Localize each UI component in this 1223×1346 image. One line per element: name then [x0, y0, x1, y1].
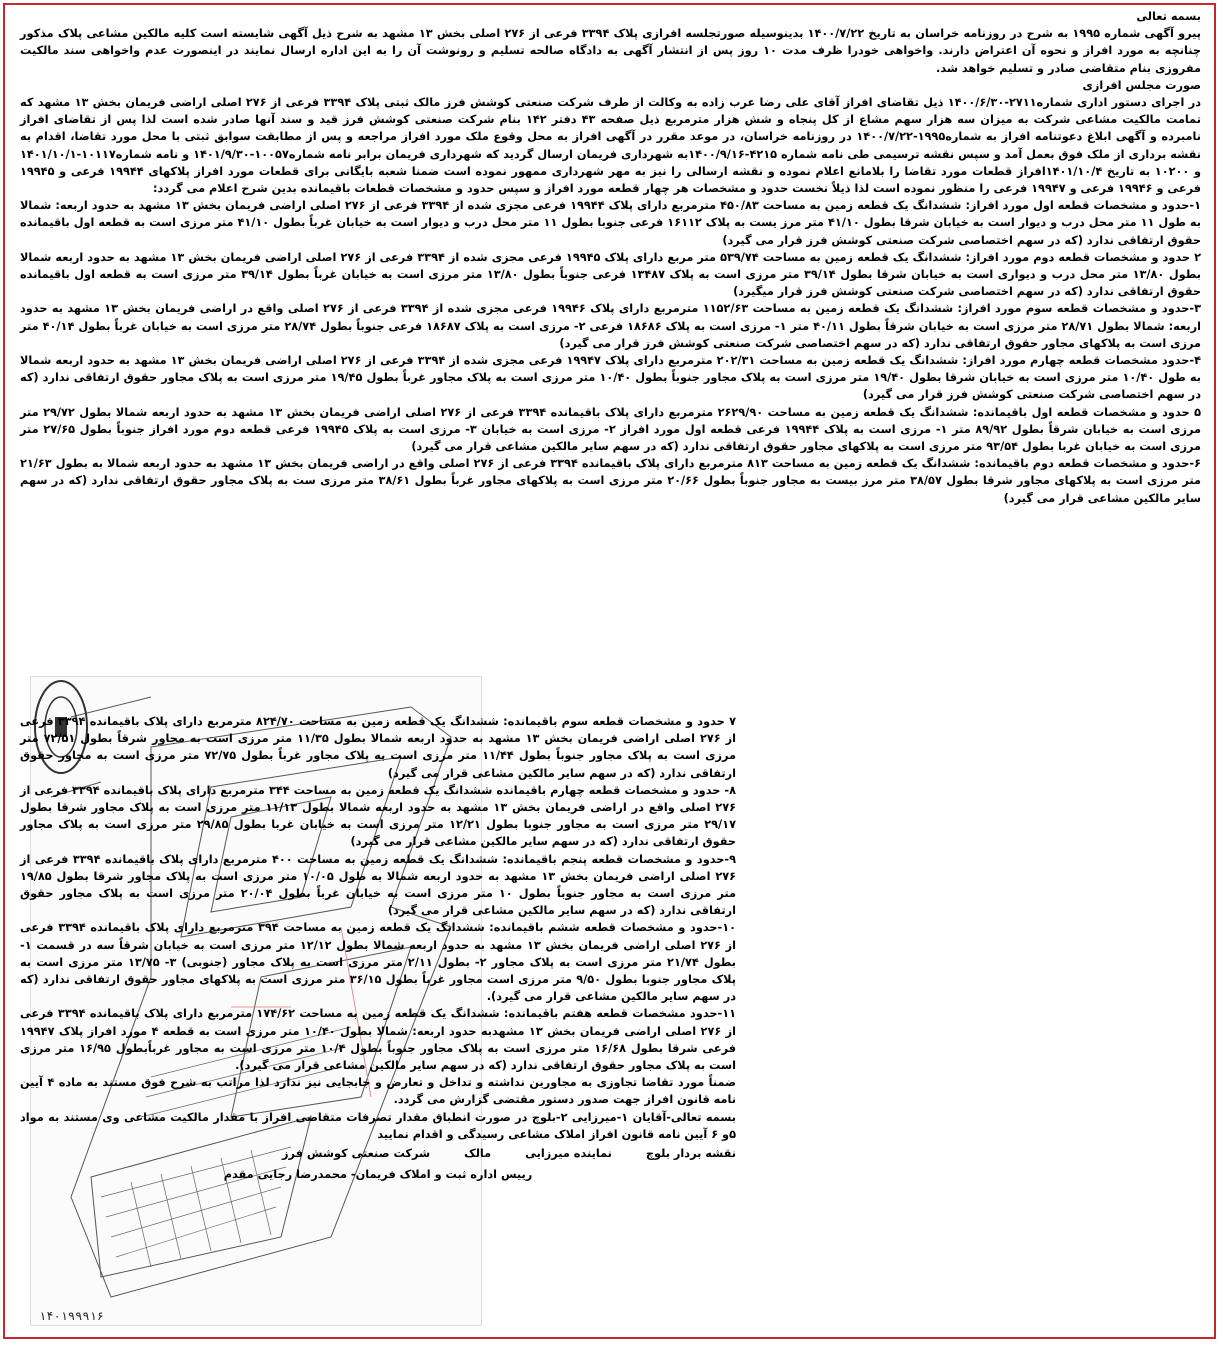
parcel-item: ۹-حدود و مشخصات قطعه پنجم باقیمانده: ششدانگ یک قطعه زمین به مساحت ۴۰۰ مترمربع دارای پلاک باقیمانده ۳۳۹۴ فرعی از ۲۷۶ اصلی اراضی فریمان بخش ۱۳ مشهد به حدود اربعه شمالا به طول ۱۰/۰۵ متر مرزی است به پلاک مجاور شرقا بطول ۱۹/۸۵ متر مرزی است به مجاور جنوباً بطول ۱۰ متر مرزی است به خیابان غرباً بطول ۲۰/۰۴ متر مرزی است به پلاک مجاور حقوق ارتفاقی ندارد (که در سهم سایر مالکین مشاعی قرار می گیرد) [20, 852, 737, 918]
signature-company: شرکت صنعتی کوشش فرز [282, 1147, 431, 1161]
signature-surveyor: نقشه بردار بلوچ [645, 1147, 736, 1161]
parcel-item: ۱۱-حدود مشخصات قطعه هفتم باقیمانده: ششدانگ یک قطعه زمین به مساحت ۱۷۴/۶۲ مترمربع دارای پلاک باقیمانده ۳۳۹۴ فرعی از ۲۷۶ اصلی اراضی فریمان بخش ۱۳ مشهدبه حدود اربعه: شمالا بطول ۱۰/۴۰ متر مرزی است به قطعه ۴ مورد افراز پلاک ۱۹۹۴۷ فرعی شرقا بطول ۱۶/۶۸ متر مرزی است به پلاک مجاور جنوباً بطول ۱۰/۴ متر مرزی است به مجاور غرباًبطول ۱۶/۹۵ متر مرزی است به پلاک مجاور حقوق ارتفاقی ندارد (که در سهم سایر مالکین مشاعی قرار می گیرد). [20, 1007, 737, 1073]
document-number: ۱۴۰۱۹۹۹۱۶ [39, 1309, 105, 1323]
instruction-note: بسمه تعالی-آقایان ۱-میرزایی ۲-بلوچ در صورت انطباق مقدار تصرفات متقاضی افراز با مقدار مالکیت مشاعی وی مستند به مواد ۵و ۶ آیین نامه قانون افراز املاک مشاعی رسیدگی و اقدام نمایید [20, 1110, 736, 1141]
parcel-item: ۸- حدود و مشخصات قطعه چهارم باقیمانده ششدانگ یک قطعه زمین به مساحت ۳۴۴ مترمربع دارای پلاک باقیمانده ۳۳۹۴ فرعی از ۲۷۶ اصلی واقع در اراضی فریمان بخش ۱۳ مشهد به حدود اربعه شمالا بطول ۱۱/۱۳ متر مرزی است به پلاک مجاور شرقا بطول ۲۹/۱۷ متر مرزی است به مجاور جنوبا بطول ۱۲/۲۱ متر مرزی است به خیابان غربا بطول ۲۹/۸۵ متر مرزی است به پلاک مجاور حقوق ارتفاقی ندارد (که در سهم سایر مالکین مشاعی قرار می گیرد) [20, 783, 737, 849]
intro-paragraph: پیرو آگهی شماره ۱۹۹۵ به شرح در روزنامه خراسان به تاریخ ۱۴۰۰/۷/۲۲ بدینوسیله صورتجلسه افرازی پلاک ۳۳۹۴ فرعی از ۲۷۶ اصلی بخش ۱۳ مشهد به شرح ذیل آگهی شایسته است کلیه مالکین مشاعی پلاک مذکور چنانچه به مورد افراز و نحوه آن اعتراض دارند. واخواهی خودرا ظرف مدت ۱۰ روز پس از انتشار آگهی به دادگاه صالحه تسلیم و رونوشت آن را به این اداره ارسال نمایند در اینصورت عدم واخواهی سند مالکیت مفروزی بنام متقاضی صادر و تسلیم خواهد شد. [20, 27, 1202, 75]
parcel-item: ۱-حدود و مشخصات قطعه اول مورد افراز: ششدانگ یک قطعه زمین به مساحت ۴۵۰/۸۳ مترمربع دارای پلاک ۱۹۹۴۴ فرعی مجزی شده از ۳۳۹۴ فرعی از ۲۷۶ اصلی اراضی فریمان بخش ۱۳ مشهد به حدود اربعه: شمالا به طول ۱۱ متر محل درب و دیوار است به خیابان شرقا بطول ۴۱/۱۰ متر مرز یست به پلاک ۱۶۱۱۲ فرعی جنوبا بطول ۱۱ متر محل درب و دیوار است به خیابان غرباً بطول ۴۱/۱۰ متر مرزی است به قطعه اول باقیمانده حقوق ارتفاقی ندارد (که در سهم اختصاصی شرکت صنعتی کوشش فرز قرار می گیرد) [20, 199, 1202, 247]
header-bismillah: بسمه تعالی [1136, 10, 1201, 23]
parcel-item: ۱۰-حدود و مشخصات قطعه ششم باقیمانده: ششدانگ یک قطعه زمین به مساحت ۳۹۴ مترمربع دارای پلاک باقیمانده ۳۳۹۴ فرعی از ۲۷۶ اصلی اراضی فریمان بخش ۱۳ مشهد به حدود اربعه شمالا بطول ۱۲/۱۲ متر مرزی است به خیابان شرقاً سه در قسمت ۱- بطول ۲۱/۷۴ متر مرزی است به پلاک مجاور ۲- بطول ۲/۱۱ متر مرزی است به پلاک مجاور (جنوبی) ۳- ۱۳/۷۵ متر مرزی است به پلاک مجاور جنوبا بطول ۹/۵۰ متر مرزی است مجاور غرباً بطول ۳۶/۱۵ متر مرزی است به پلاکهای مجاور حقوق ارتفاقی ندارد (که در سهم سایر مالکین مشاعی قرار می گیرد). [20, 921, 737, 1004]
signature-representative: نماینده میرزایی [525, 1147, 612, 1161]
parcel-item: ۵ حدود و مشخصات قطعه اول باقیمانده: ششدانگ یک قطعه زمین به مساحت ۲۶۲۹/۹۰ مترمربع دارای پلاک باقیمانده ۳۳۹۴ فرعی از ۲۷۶ اصلی اراضی فریمان بخش ۱۳ مشهد به حدود اربعه شمالا بطول ۲۹/۷۲ متر مرزی است به خیابان شرقاً بطول ۸۹/۹۲ متر ۱- مرزی است به پلاک ۱۹۹۴۴ فرعی قطعه اول مورد افراز ۲- مرزی است به خیابان ۳- مرزی است به پلاک ۱۹۹۴۵ فرعی قطعه دوم مورد افراز جنوباً بطول ۲۷/۶۵ متر مرزی است به خیابان غربا بطول ۹۳/۵۴ متر مرزی است به پلاکهای مجاور حقوق ارتفاقی ندارد (که در سهم سایر مالکین مشاعی قرار می گیرد) [20, 405, 1202, 454]
parcel-item: ۲ حدود و مشخصات قطعه دوم مورد افراز: ششدانگ یک قطعه زمین به مساحت ۵۳۹/۷۴ متر مربع دارای پلاک ۱۹۹۴۵ فرعی مجزی شده از ۳۳۹۴ فرعی از ۲۷۶ اصلی اراضی فریمان بخش ۱۳ مشهد به حدود اربعه شمالا بطول ۱۳/۸۰ متر محل درب و دیواری است به خیابان شرقا بطول ۳۹/۱۴ متر مرزی است به پلاک ۱۳۴۸۷ فرعی جنوباً بطول ۱۳/۸۰ متر مرزی است به خیابان غرباً بطول ۳۹/۱۴ متر مرزی است به قطعه اول باقیمانده حقوق ارتفاقی ندارد (که در سهم اختصاصی شرکت صنعتی کوشش فرز قرار میگیرد) [20, 250, 1201, 299]
parcel-item: ۶-حدود و مشخصات قطعه دوم باقیمانده: ششدانگ یک قطعه زمین به مساحت ۸۱۳ مترمربع دارای پلاک باقیمانده ۳۳۹۴ فرعی از ۲۷۶ اصلی واقع در اراضی فریمان بخش ۱۳ مشهد به حدود اربعه شمالا به بطول ۲۱/۶۳ متر مرزی است به پلاکهای مجاور شرقا بطول ۳۸/۵۷ متر مرز بیست به مجاور جنوباً بطول ۲۰/۶۶ متر مرزی است به پلاکهای مجاور غرباً بطول ۳۸/۶۱ متر مرزی ست به پلاک مجاور حقوق ارتفاقی ندارد (که در سهم سایر مالکین مشاعی قرار می گیرد) [20, 457, 1201, 505]
minutes-title: صورت مجلس افرازی [1082, 78, 1201, 92]
signature-owner: مالک [464, 1147, 492, 1161]
signature-row [20, 1145, 736, 1162]
parcel-item: ۴-حدود مشخصات قطعه چهارم مورد افراز: ششدانگ یک قطعه زمین به مساحت ۲۰۲/۳۱ مترمربع دارای پلاک ۱۹۹۴۷ فرعی مجزی شده از ۳۳۹۴ فرعی از ۲۷۶ اصلی اراضی فریمان بخش ۱۳ مشهد به حدود اربعه شمالا به طول ۱۰/۴۰ متر مرزی است به خیابان شرقا بطول ۱۹/۴۰ متر مرزی است به پلاک مجاور جنوباً بطول ۱۰/۴۰ متر مرزی است به پلاک مجاور غرباً بطول ۱۹/۴۵ متر مرزی است به پلاک مجاور حقوق ارتفاقی ندارد (که در سهم اختصاصی شرکت صنعتی کوشش فرز قرار می گیرد) [20, 354, 1201, 402]
parcel-item: ۷ حدود و مشخصات قطعه سوم باقیمانده: ششدانگ یک قطعه زمین به مساحت ۸۲۴/۷۰ مترمربع دارای پلاک باقیمانده ۳۳۹۴ فرعی از ۲۷۶ اصلی اراضی فریمان بخش ۱۳ مشهد به حدود اربعه شمالا بطول ۱۱/۳۵ متر مرزی است به مجاور شرقاً بطول ۷۲/۵۱ متر مرزی است به پلاک مجاور جنوباً بطول ۱۱/۴۴ متر مرزی است به پلاک مجاور غرباً بطول ۷۲/۷۵ متر مرزی است به مجاور حقوق ارتفاقی ندارد (که در سهم سایر مالکین مشاعی قرار می گیرد) [20, 715, 737, 780]
notice-lower [20, 713, 736, 1183]
registry-chief: رییس اداره ثبت و املاک فریمان- محمدرضا رجایی مقدم [223, 1168, 533, 1182]
minutes-paragraph: در اجرای دستور اداری شماره۲۷۱۱-۱۴۰۰/۶/۳۰ ذیل تقاضای افراز آقای علی رضا عرب زاده به وکالت از طرف شرکت صنعتی کوشش فرز مالک ثبتی پلاک ۳۳۹۴ فرعی از ۲۷۶ اصلی اراضی فریمان بخش ۱۳ مشهد که تمامت مالکیت مشاعی شرکت به میزان سه هزار سهم مشاع از کل پنجاه و شش هزار مترمربع ذیل صفحه ۴۳ دفتر ۱۴۲ بنام شرکت صنعتی کوشش فرز قید و سند آنها صادر شده است لذا پس از تقاضای افراز نامبرده و آگهی ابلاغ دعوتنامه افراز به شماره۱۹۹۵-۱۴۰۰/۷/۲۲ در روزنامه خراسان، در موعد مقرر در آگهی افراز به محل وقوع ملک مورد افراز مراجعه و پس از مطابقت سوابق ثبتی با محل مورد تقاضا، اقدام به نقشه برداری از ملک فوق بعمل آمد و سپس نقشه ترسیمی طی نامه شماره ۴۲۱۵-۱۴۰۰/۹/۱۶به شهرداری فریمان ارسال گردید که شهرداری فریمان برابر نامه شماره۱۰۰۵۷-۱۴۰۱/۹/۳۰ و نامه شماره۱۰۱۱۷-۱۴۰۱/۱۰/۱ و ۱۰۲۰۰ به تاریخ ۱۴۰۱/۱۰/۴افراز قطعات مورد تقاضا را بلامانع اعلام نموده و نقشه ارسالی را نیز به مهر شهرداری ممهور نموده است ضمنا شعبه بایگانی برای قطعات مورد افراز پلاکهای ۱۹۹۴۴ فرعی و ۱۹۹۴۵ فرعی و ۱۹۹۴۶ فرعی و ۱۹۹۴۷ فرعی را منظور نموده است لذا ذیلاً نخست حدود و مشخصات هر چهار قطعه مورد افراز و سپس حدود و مشخصات قطعات باقیمانده بدین شرح اعلام می گردد: [20, 96, 1202, 196]
closing-note: ضمناً مورد تقاضا تجاوزی به مجاورین نداشته و تداخل و تعارض و جابجایی نیز ندارد لذا مراتب به شرح فوق مستند به ماده ۴ آیین نامه قانون افراز جهت صدور دستور مقتضی گزارش می گردد. [20, 1076, 736, 1107]
notice-upper [20, 8, 1201, 507]
parcel-item: ۳-حدود و مشخصات قطعه سوم مورد افراز: ششدانگ یک قطعه زمین به مساحت ۱۱۵۲/۶۳ مترمربع دارای پلاک ۱۹۹۴۶ فرعی مجزی شده از ۳۳۹۴ فرعی از ۲۷۶ اصلی واقع در اراضی فریمان بخش ۱۳ مشهد به حدود اربعه: شمالا بطول ۲۸/۷۱ متر مرزی است به خیابان شرقاً بطول ۴۰/۱۱ متر ۱- مرزی است به پلاک ۱۸۶۸۶ فرعی ۲- مرزی است به پلاک ۱۸۶۸۷ فرعی جنوباً بطول ۲۸/۷۴ متر مرزی است به خیابان غرباً بطول ۴۰/۱۴ متر مرزی است به پلاکهای مجاور حقوق ارتفاقی ندارد (که در سهم اختصاصی شرکت صنعتی کوشش فرز قرار می گیرد) [20, 302, 1201, 350]
